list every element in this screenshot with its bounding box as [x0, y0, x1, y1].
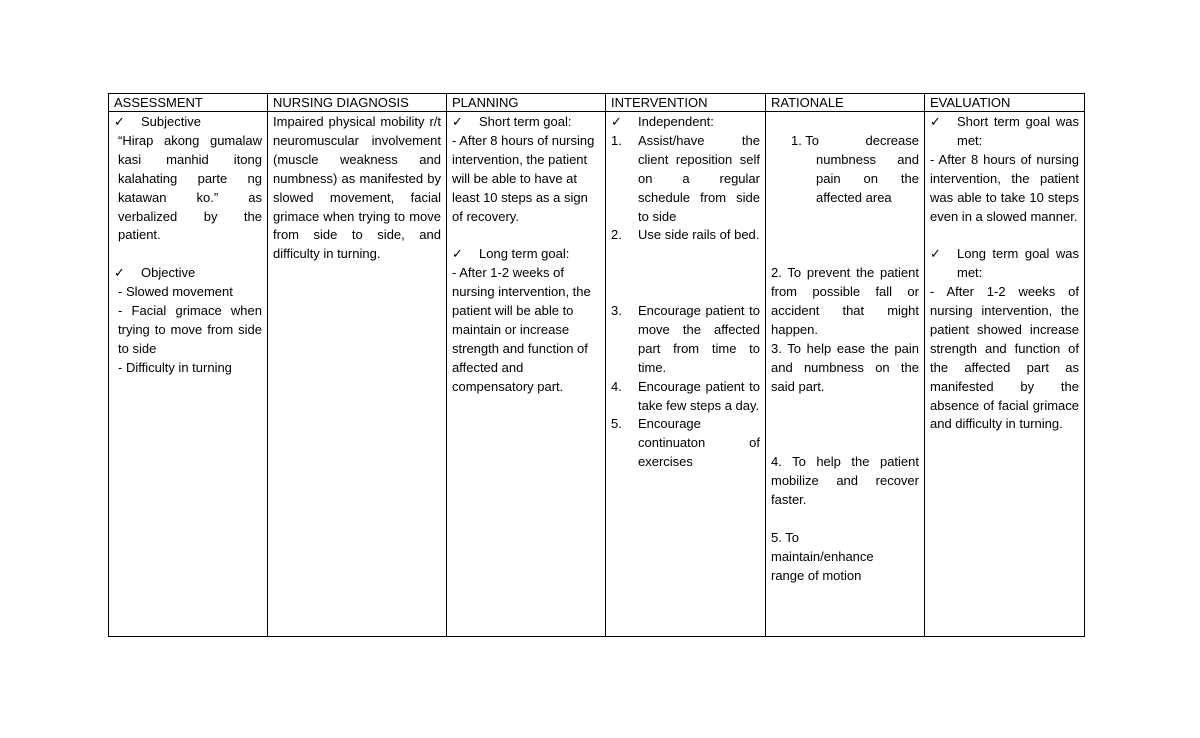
- intervention-item: [611, 378, 760, 416]
- rationale-number: 1. To: [791, 132, 819, 148]
- short-term-eval-text: - After 8 hours of nursing intervention, the patient was able to take 10 steps even in a slowed manner.: [930, 151, 1079, 224]
- rationale-item: 5. To maintain/enhance range of motion: [771, 529, 874, 583]
- intervention-text: Encourage continuaton of exercises: [638, 416, 760, 470]
- diagnosis-text: Impaired physical mobility r/t neuromuscular involvement (muscle weakness and numbness) as manifested by slowed movement, facial grimace when trying to move from side to side, and difficulty in turning.: [273, 114, 441, 262]
- intervention-number: 1.: [611, 132, 622, 148]
- assessment-cell: [109, 112, 268, 637]
- intervention-item: [611, 302, 760, 378]
- rationale-item: [771, 132, 919, 208]
- long-term-eval-text: - After 1-2 weeks of nursing intervention, the patient showed increase strength and function of the affected part as manifested by the absence of facial grimace and difficulty in turning.: [930, 284, 1079, 432]
- header-rationale: RATIONALE: [766, 94, 925, 112]
- intervention-item: [611, 132, 760, 227]
- checkmark-icon: ✓: [452, 114, 463, 129]
- nursing-care-plan-table: [108, 93, 1085, 637]
- short-term-eval-heading: [930, 113, 1079, 151]
- checkmark-icon: ✓: [930, 114, 941, 129]
- intervention-text: Use side rails of bed.: [638, 227, 760, 243]
- intervention-cell: [606, 112, 766, 637]
- evaluation-cell: [925, 112, 1085, 637]
- intervention-item: [611, 226, 760, 245]
- long-term-eval-label: Long term goal was met:: [957, 246, 1079, 281]
- objective-label: Objective: [141, 265, 196, 281]
- checkmark-icon: ✓: [611, 114, 622, 129]
- checkmark-icon: ✓: [452, 246, 463, 262]
- short-term-goal-heading: [452, 113, 600, 132]
- objective-item: - Slowed movement: [118, 284, 233, 300]
- objective-heading: [114, 264, 262, 283]
- intervention-number: 2.: [611, 227, 622, 243]
- rationale-item: 2. To prevent the patient from possible fall or accident that might happen.: [771, 265, 919, 337]
- header-planning: PLANNING: [447, 94, 606, 112]
- long-term-eval-heading: [930, 245, 1079, 283]
- long-term-goal-text: - After 1-2 weeks of nursing intervention, the patient will be able to maintain or increase strength and function of affected and compensatory part.: [452, 265, 591, 394]
- rationale-word: decrease: [865, 132, 919, 148]
- intervention-text: Encourage patient to take few steps a day.: [638, 378, 760, 413]
- intervention-number: 5.: [611, 416, 622, 432]
- subjective-label: Subjective: [141, 114, 201, 129]
- subjective-heading: [114, 113, 262, 132]
- long-term-goal-label: Long term goal:: [479, 246, 570, 262]
- rationale-cell: [766, 112, 925, 637]
- header-intervention: INTERVENTION: [606, 94, 766, 112]
- intervention-number: 3.: [611, 303, 622, 319]
- short-term-goal-label: Short term goal:: [479, 114, 572, 129]
- intervention-list: [611, 132, 760, 472]
- rationale-text: numbness and pain on the affected area: [816, 151, 919, 205]
- rationale-item: 4. To help the patient mobilize and recover faster.: [771, 454, 919, 508]
- short-term-goal-text: - After 8 hours of nursing intervention, the patient will be able to have at least 10 steps as a sign of recovery.: [452, 132, 595, 224]
- rationale-item: 3. To help ease the pain and numbness on the said part.: [771, 340, 919, 394]
- long-term-goal-heading: [452, 245, 600, 264]
- intervention-number: 4.: [611, 378, 622, 394]
- independent-label: Independent:: [638, 114, 714, 129]
- checkmark-icon: ✓: [930, 246, 941, 262]
- short-term-eval-label: Short term goal was met:: [957, 114, 1079, 148]
- objective-item: - Facial grimace when trying to move from side to side: [118, 303, 262, 356]
- intervention-item: [611, 415, 760, 472]
- header-evaluation: EVALUATION: [925, 94, 1085, 112]
- intervention-text: Encourage patient to move the affected part from time to time.: [638, 303, 760, 375]
- header-row: [109, 94, 1085, 112]
- intervention-text: Assist/have the client reposition self on a regular schedule from side to side: [638, 132, 760, 224]
- checkmark-icon: ✓: [114, 114, 125, 129]
- independent-heading: [611, 113, 760, 132]
- diagnosis-cell: [268, 112, 447, 637]
- header-nursing-diagnosis: NURSING DIAGNOSIS: [268, 94, 447, 112]
- content-row: [109, 112, 1085, 637]
- planning-cell: [447, 112, 606, 637]
- checkmark-icon: ✓: [114, 265, 125, 281]
- header-assessment: ASSESSMENT: [109, 94, 268, 112]
- objective-item: - Difficulty in turning: [118, 359, 232, 375]
- subjective-text: “Hirap akong gumalaw kasi manhid itong kalahating parte ng katawan ko.” as verbalized by the patient.: [118, 132, 262, 243]
